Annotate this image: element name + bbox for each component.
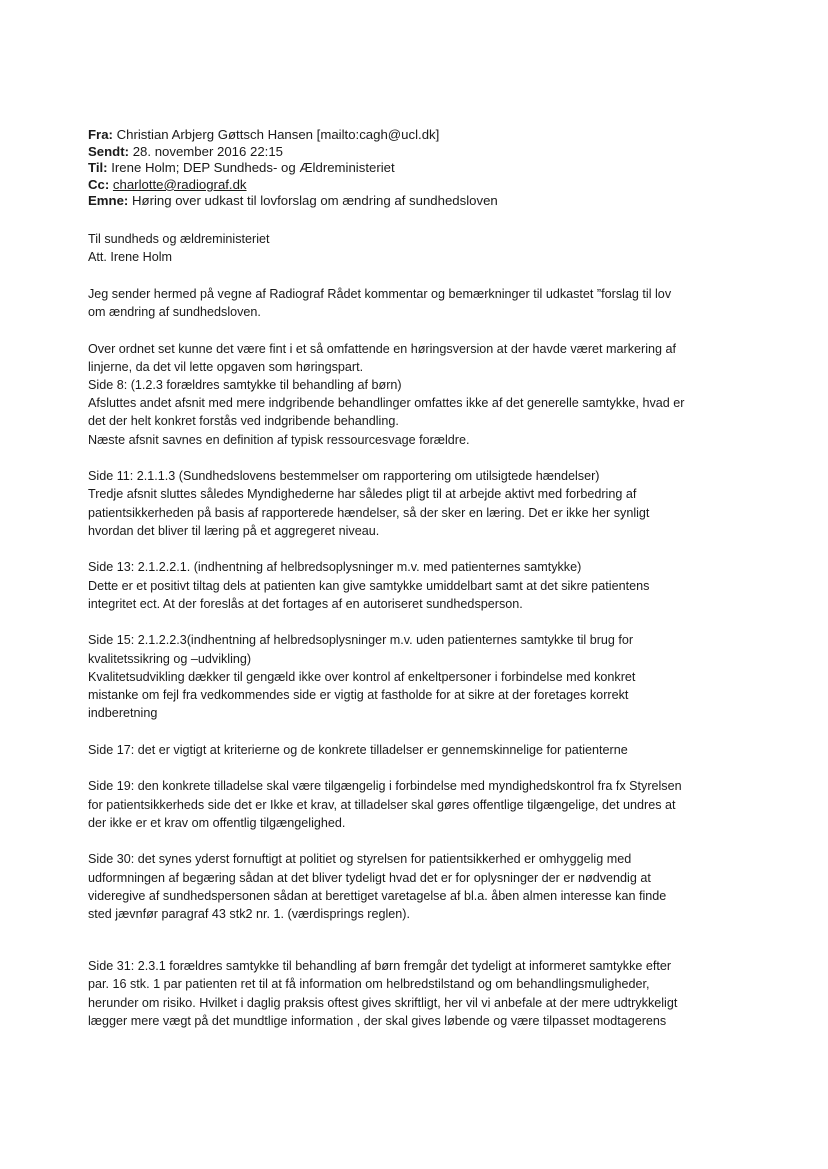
text-line: Tredje afsnit sluttes således Myndighederne har således pligt til at arbejde aktivt med forbedring af — [88, 487, 637, 502]
text-line: Side 11: 2.1.1.3 (Sundhedslovens bestemmelser om rapportering om utilsigtede hændelser) — [88, 469, 600, 484]
side19-paragraph — [88, 777, 748, 832]
cc-row — [88, 177, 498, 194]
text-line: om ændring af sundhedsloven. — [88, 305, 261, 319]
text-line: Kvalitetsudvikling dækker til gengæld ikke over kontrol af enkeltpersoner i forbindelse med konkret — [88, 669, 636, 684]
text-line: Jeg sender hermed på vegne af Radiograf Rådet kommentar og bemærkninger til udkastet ”forslag til lov — [88, 286, 672, 301]
text-line: der ikke er et krav om offentlig tilgængelighed. — [88, 815, 346, 830]
greeting-line: Att. Irene Holm — [88, 250, 172, 265]
side31-paragraph — [88, 957, 748, 1030]
letter-body — [88, 230, 748, 1030]
text-line: par. 16 stk. 1 par patienten ret til at få information om helbredstilstand og om behandlingsmuligheder, — [88, 977, 650, 992]
text-line: indberetning — [88, 706, 158, 721]
text-line: Side 30: det synes yderst fornuftigt at politiet og styrelsen for patientsikkerhed er omhyggelig med — [88, 852, 632, 867]
text-line: Side 31: 2.3.1 forældres samtykke til behandling af børn fremgår det tydeligt at informeret samtykke efter — [88, 959, 672, 974]
text-line: det der helt konkret forstås ved indgribende behandling. — [88, 414, 399, 429]
email-header — [88, 127, 498, 210]
text-line: patientsikkerheden på basis af rapporterede hændelser, så der sker en læring. Det er ikke her synligt — [88, 505, 650, 520]
text-line: integritet ect. At der foreslås at det fortages af en autoriseret sundhedsperson. — [88, 596, 523, 611]
side11-paragraph — [88, 467, 748, 540]
greeting — [88, 230, 748, 266]
cc-label: Cc: — [88, 176, 110, 192]
text-line: Afsluttes andet afsnit med mere indgribende behandlinger omfattes ikke af det generelle samtykke, hvad er — [88, 396, 685, 411]
to-value: Irene Holm; DEP Sundheds- og Ældreministeriet — [111, 160, 395, 176]
text-line: lægger mere vægt på det mundtlige information , der skal gives løbende og være tilpasset modtagerens — [88, 1013, 667, 1028]
cc-email-link[interactable]: charlotte@radiograf.dk — [112, 176, 247, 192]
sent-row — [88, 144, 498, 161]
text-line: Næste afsnit savnes en definition af typisk ressourcesvage forældre. — [88, 432, 470, 447]
text-line: mistanke om fejl fra vedkommendes side er vigtig at fastholde for at sikre at der foretages korrekt — [88, 688, 629, 703]
text-line: Side 17: det er vigtigt at kriterierne og de konkrete tilladelser er gennemskinnelige for patienterne — [88, 742, 628, 757]
from-label: Fra: — [88, 127, 113, 142]
text-line: videregive af sundhedspersonen sådan at berettiget varetagelse af bl.a. åben almen interesse kan finde — [88, 888, 667, 903]
text-line: Dette er et positivt tiltag dels at patienten kan give samtykke umiddelbart samt at det sikre patientens — [88, 578, 650, 593]
general-remarks-paragraph — [88, 340, 748, 449]
from-row — [88, 127, 498, 144]
text-line: hvordan det bliver til læring på et aggregeret niveau. — [88, 523, 380, 538]
sent-value: 28. november 2016 22:15 — [132, 143, 284, 159]
text-line: linjerne, da det vil lette opgaven som høringspart. — [88, 359, 364, 374]
subject-value: Høring over udkast til lovforslag om ændring af sundhedsloven — [131, 193, 498, 209]
text-line: kvalitetssikring og –udvikling) — [88, 651, 252, 666]
intro-paragraph — [88, 285, 748, 321]
side13-paragraph — [88, 558, 748, 613]
side15-paragraph — [88, 631, 748, 722]
text-line: udformningen af begæring sådan at det bliver tydeligt hvad det er for oplysninger der er nødvendig at — [88, 870, 651, 885]
text-line: herunder om risiko. Hvilket i daglig praksis oftest gives skriftligt, her vil vi anbefale at der mere udtrykkeligt — [88, 995, 678, 1010]
text-line: Over ordnet set kunne det være fint i et så omfattende en høringsversion at der havde været markering af — [88, 341, 677, 356]
text-line: Side 19: den konkrete tilladelse skal være tilgængelig i forbindelse med myndighedskontrol fra fx Styrelsen — [88, 779, 682, 794]
subject-label: Emne: — [88, 193, 129, 209]
text-line: Side 13: 2.1.2.2.1. (indhentning af helbredsoplysninger m.v. med patienternes samtykke) — [88, 560, 582, 575]
text-line: Side 8: (1.2.3 forældres samtykke til behandling af børn) — [88, 378, 402, 392]
greeting-line: Til sundheds og ældreministeriet — [88, 232, 270, 246]
to-label: Til: — [88, 160, 108, 176]
to-row — [88, 160, 498, 177]
text-line: sted jævnfør paragraf 43 stk2 nr. 1. (værdisprings reglen). — [88, 907, 410, 922]
from-value: Christian Arbjerg Gøttsch Hansen [mailto:cagh@ucl.dk] — [116, 127, 440, 142]
subject-row — [88, 193, 498, 210]
text-line: for patientsikkerheds side det er Ikke et krav, at tilladelser skal gøres offentlige tilgængelige, det undres at — [88, 797, 676, 812]
side17-paragraph — [88, 741, 748, 759]
text-line: Side 15: 2.1.2.2.3(indhentning af helbredsoplysninger m.v. uden patienternes samtykke til brug for — [88, 633, 634, 648]
sent-label: Sendt: — [88, 143, 130, 159]
side30-paragraph — [88, 850, 748, 923]
